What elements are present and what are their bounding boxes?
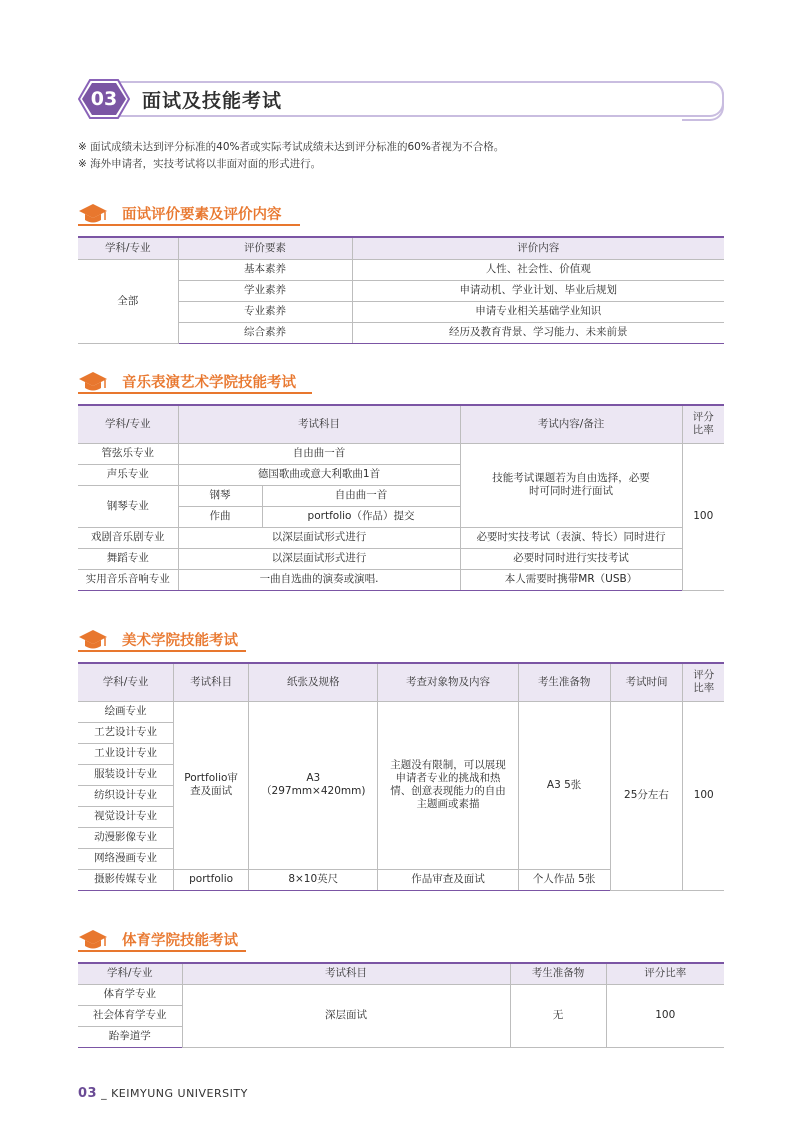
column-header: 学科/专业: [78, 963, 182, 984]
table-header-row: [78, 237, 724, 259]
table-row: [78, 527, 724, 548]
graduation-cap-icon: [78, 926, 108, 952]
sports-exam-table: [78, 962, 724, 1048]
section-title: 音乐表演艺术学院技能考试: [122, 375, 296, 391]
table-cell: 作品审查及面试: [378, 869, 518, 890]
page-number: 03: [78, 1086, 98, 1101]
major-cell: 动漫影像专业: [78, 827, 174, 848]
section-underline: [78, 950, 246, 952]
evaluation-table: [78, 236, 724, 344]
table-cell: 专业素养: [178, 301, 352, 322]
column-header: 考试科目: [182, 963, 510, 984]
table-cell: 申请专业相关基础学业知识: [352, 301, 724, 322]
major-cell: 视觉设计专业: [78, 806, 174, 827]
table-cell: 25分左右: [610, 701, 683, 890]
column-header: 评价要素: [178, 237, 352, 259]
note-item: ※ 海外申请者，实技考试将以非面对面的形式进行。: [78, 158, 322, 170]
major-cell: 跆拳道学: [78, 1026, 182, 1047]
column-header: 评分比率: [606, 963, 724, 984]
table-cell: 本人需要时携带MR（USB）: [460, 569, 682, 590]
table-cell: A3 5张: [518, 701, 610, 869]
column-header: 考试科目: [174, 663, 249, 701]
table-row: [78, 569, 724, 590]
graduation-cap-icon: [78, 626, 108, 652]
merged-note-cell: [460, 443, 682, 527]
major-cell: 摄影传媒专业: [78, 869, 174, 890]
table-header-row: [78, 405, 724, 443]
section-number: 03: [90, 88, 118, 110]
table-cell: 必要时实技考试（表演、特长）同时进行: [460, 527, 682, 548]
column-header: 评价内容: [352, 237, 724, 259]
column-header: 考试时间: [610, 663, 683, 701]
section-underline: [78, 392, 312, 394]
table-cell: 经历及教育背景、学习能力、未来前景: [352, 322, 724, 343]
page-title: 面试及技能考试: [142, 90, 283, 112]
table-cell: 德国歌曲或意大利歌曲1首: [178, 464, 460, 485]
table-row: [78, 984, 724, 1005]
major-cell: 舞蹈专业: [78, 548, 178, 569]
table-cell: 钢琴: [178, 485, 262, 506]
graduation-cap-icon: [78, 200, 108, 226]
table-cell: 综合素养: [178, 322, 352, 343]
table-cell: 学业素养: [178, 280, 352, 301]
page-footer: [78, 1086, 248, 1101]
table-cell: 无: [510, 984, 606, 1047]
score-cell: 100: [606, 984, 724, 1047]
table-cell: 一曲自选曲的演奏或演唱.: [178, 569, 460, 590]
major-cell: 戏剧音乐剧专业: [78, 527, 178, 548]
table-cell: 8×10英尺: [249, 869, 378, 890]
table-cell: 以深层面试形式进行: [178, 527, 460, 548]
major-cell: 管弦乐专业: [78, 443, 178, 464]
table-cell: portfolio: [174, 869, 249, 890]
graduation-cap-icon: [78, 368, 108, 394]
column-header: 考试内容/备注: [460, 405, 682, 443]
table-cell: 深层面试: [182, 984, 510, 1047]
table-cell: 个人作品 5张: [518, 869, 610, 890]
major-cell: 体育学专业: [78, 984, 182, 1005]
major-cell: 工艺设计专业: [78, 722, 174, 743]
score-cell: 100: [683, 701, 724, 890]
major-cell: 实用音乐音响专业: [78, 569, 178, 590]
table-cell: 自由曲一首: [262, 485, 460, 506]
major-cell: 纺织设计专业: [78, 785, 174, 806]
column-header: 学科/专业: [78, 663, 174, 701]
section-title: 体育学院技能考试: [122, 933, 238, 949]
section-title: 美术学院技能考试: [122, 633, 238, 649]
table-cell: 作曲: [178, 506, 262, 527]
score-cell: 100: [682, 443, 724, 590]
column-header: 评分比率: [682, 405, 724, 443]
note-text: 技能考试课题若为自由选择，必要时可同时进行面试: [492, 472, 650, 497]
table-cell: 主题没有限制，可以展现申请者专业的挑战和热情、创意表现能力的自由主题画或素描: [378, 701, 518, 869]
table-cell: portfolio（作品）提交: [262, 506, 460, 527]
table-header-row: [78, 663, 724, 701]
page-header: [78, 78, 724, 120]
section-underline: [78, 224, 300, 226]
table-cell: A3（297mm×420mm): [249, 701, 378, 869]
major-cell: 服装设计专业: [78, 764, 174, 785]
column-header: 学科/专业: [78, 237, 178, 259]
column-header: 评分比率: [683, 663, 724, 701]
music-exam-table: [78, 404, 724, 591]
art-exam-table: [78, 662, 724, 891]
section-title: 面试评价要素及评价内容: [122, 207, 282, 223]
scope-cell: 全部: [78, 259, 178, 343]
table-row: [78, 701, 724, 722]
column-header: 考查对象物及内容: [378, 663, 518, 701]
section-underline: [78, 650, 246, 652]
table-row: [78, 548, 724, 569]
major-cell: 声乐专业: [78, 464, 178, 485]
major-cell: 网络漫画专业: [78, 848, 174, 869]
footer-separator: _: [101, 1087, 108, 1100]
major-cell: 社会体育学专业: [78, 1005, 182, 1026]
major-cell: 绘画专业: [78, 701, 174, 722]
table-row: [78, 259, 724, 280]
table-cell: 基本素养: [178, 259, 352, 280]
table-cell: 必要时同时进行实技考试: [460, 548, 682, 569]
major-cell: 钢琴专业: [78, 485, 178, 527]
table-cell: 人性、社会性、价值观: [352, 259, 724, 280]
column-header: 纸张及规格: [249, 663, 378, 701]
table-cell: 申请动机、学业计划、毕业后规划: [352, 280, 724, 301]
column-header: 学科/专业: [78, 405, 178, 443]
table-cell: Portfolio审查及面试: [174, 701, 249, 869]
column-header: 考试科目: [178, 405, 460, 443]
column-header: 考生准备物: [518, 663, 610, 701]
table-row: [78, 443, 724, 464]
table-header-row: [78, 963, 724, 984]
column-header: 考生准备物: [510, 963, 606, 984]
note-item: ※ 面试成绩未达到评分标准的40%者或实际考试成绩未达到评分标准的60%者视为不合格。: [78, 141, 505, 153]
university-name: KEIMYUNG UNIVERSITY: [111, 1087, 248, 1100]
notes: [78, 139, 504, 173]
table-cell: 自由曲一首: [178, 443, 460, 464]
table-cell: 以深层面试形式进行: [178, 548, 460, 569]
major-cell: 工业设计专业: [78, 743, 174, 764]
